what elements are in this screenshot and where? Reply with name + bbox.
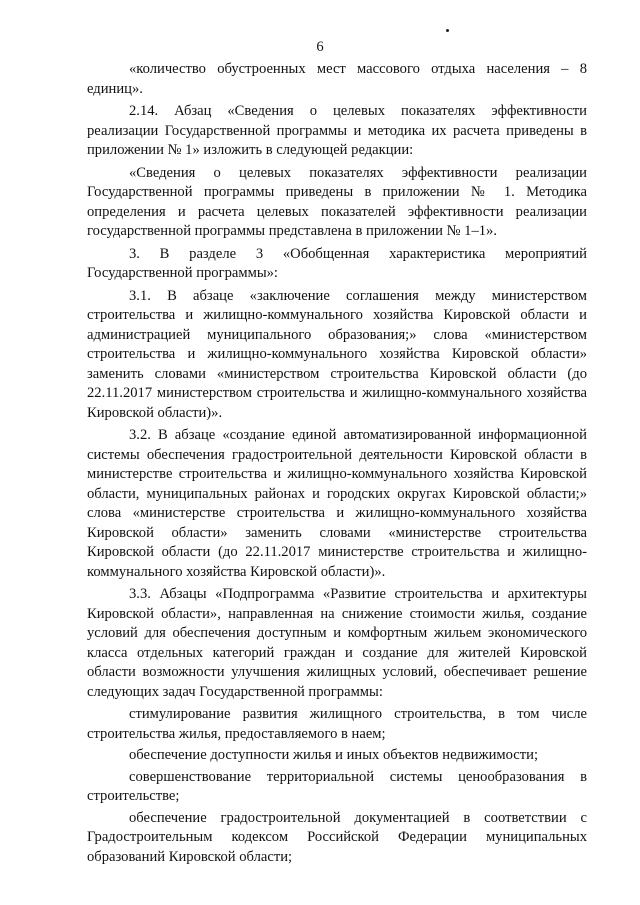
paragraph-housing-accessibility: обеспечение доступности жилья и иных объектов недвижимости; [129, 747, 539, 763]
paragraph-pricing-system: совершенствование территориальной системы ценообразования в строительстве; [87, 768, 587, 804]
paragraph-3-1: 3.1. В абзаце «заключение соглашения между министерством строительства и жилищно-коммунального хозяйства Кировской области и администрацией муниципального образования;» слова «министерством строительства и жилищно-коммунального хозяйства Кировской области» заменить словами «министерством строительства Кировской области (до 22.11.2017 министерством строительства и жилищно-коммунального хозяйства Кировской области)». [87, 287, 587, 421]
paragraph-quote-recreation-places: «количество обустроенных мест массового отдыха населения – 8 единиц». [87, 61, 587, 97]
document-body [87, 60, 587, 869]
paragraph-2-14: 2.14. Абзац «Сведения о целевых показателях эффективности реализации Государственной программы и методика их расчета приведены в приложении № 1» изложить в следующей редакции: [87, 103, 587, 158]
paragraph-housing-stimulation: стимулирование развития жилищного строительства, в том числе строительства жилья, предоставляемого в наем; [87, 706, 587, 742]
paragraph-section-3: 3. В разделе 3 «Обобщенная характеристика мероприятий Государственной программы»: [87, 245, 587, 281]
paragraph-3-2: 3.2. В абзаце «создание единой автоматизированной информационной системы обеспечения градостроительной деятельности Кировской области в министерстве строительства и жилищно-коммунального хозяйства Кировской области, муниципальных районах и городских округах Кировской области;» слова «министерстве строительства и жилищно-коммунального хозяйства Кировской области» заменить словами «министерстве строительства Кировской области (до 22.11.2017 министерстве строительства и жилищно-коммунального хозяйства Кировской области)». [87, 427, 587, 580]
paragraph-new-wording: «Сведения о целевых показателях эффективности реализации Государственной программы приведены в приложении № 1. Методика определения и расчета целевых показателей эффективности реализации государственной программы представлена в приложении № 1–1». [87, 164, 587, 239]
paragraph-3-3: 3.3. Абзацы «Подпрограмма «Развитие строительства и архитектуры Кировской области», направленная на снижение стоимости жилья, создание условий для обеспечения доступным и комфортным жильем экономического класса отдельных категорий граждан и создание для жителей Кировской области возможности улучшения жилищных условий, обеспечивает решение следующих задач Государственной программы: [87, 586, 587, 700]
page-number: 6 [316, 39, 324, 55]
paragraph-urban-documentation: обеспечение градостроительной документацией в соответствии с Градостроительным кодексом Российской Федерации муниципальных образований Кировской области; [87, 809, 587, 865]
scan-speck [446, 29, 449, 32]
